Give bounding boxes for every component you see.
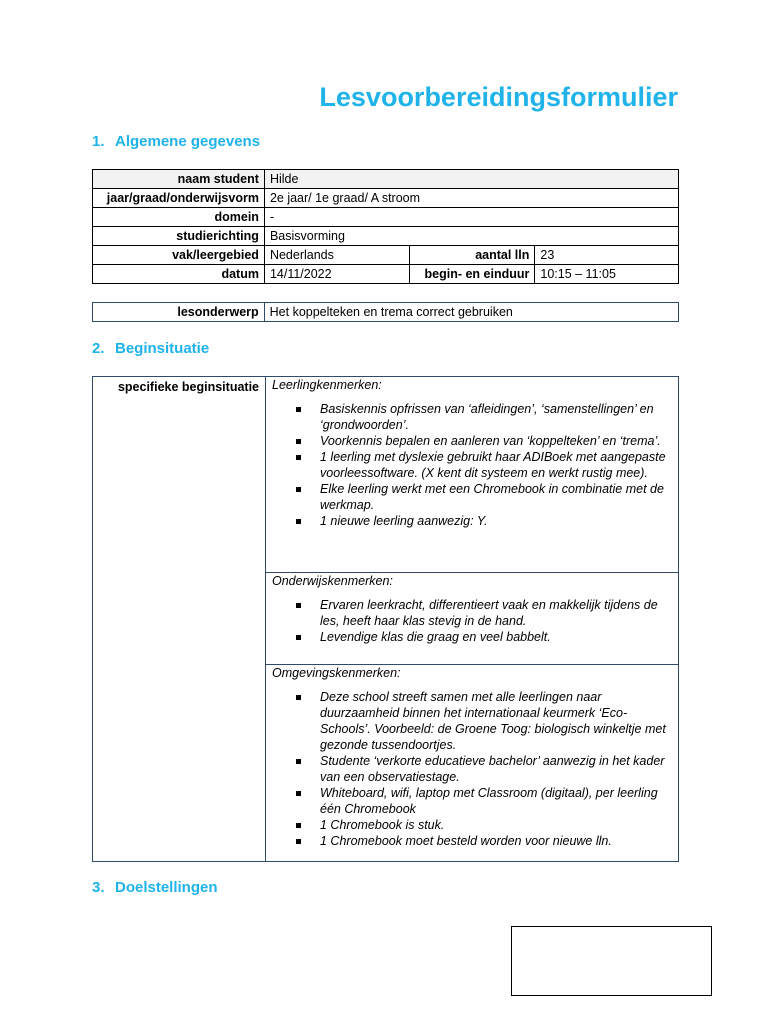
list-item: Ervaren leerkracht, differentieert vaak en makkelijk tijdens de les, heeft haar klas stevig in de hand. — [296, 597, 672, 629]
empty-text-box — [511, 926, 712, 996]
table-row — [93, 170, 679, 189]
list-item: Levendige klas die graag en veel babbelt. — [296, 629, 672, 645]
label-aantal: aantal lln — [410, 246, 535, 265]
list-item: Elke leerling werkt met een Chromebook in combinatie met de werkmap. — [296, 481, 672, 513]
value-studierichting: Basisvorming — [264, 227, 678, 246]
section-label: Algemene gegevens — [115, 133, 261, 150]
label-studierichting: studierichting — [93, 227, 265, 246]
page-title: Lesvoorbereidingsformulier — [319, 82, 678, 112]
section-number: 1. — [92, 133, 105, 150]
list-item: Studente ‘verkorte educatieve bachelor’ aanwezig in het kader van een observatiestage. — [296, 753, 672, 785]
value-uur: 10:15 – 11:05 — [535, 265, 679, 284]
omgevingskenmerken-list — [296, 689, 672, 849]
value-naam-student: Hilde — [264, 170, 678, 189]
lesonderwerp-table — [92, 302, 679, 322]
leerlingkenmerken-cell — [266, 377, 678, 572]
label-lesonderwerp: lesonderwerp — [93, 303, 265, 322]
value-domein: - — [264, 208, 678, 227]
value-jaar: 2e jaar/ 1e graad/ A stroom — [264, 189, 678, 208]
omgevingskenmerken-heading: Omgevingskenmerken: — [272, 666, 401, 680]
table-row — [93, 189, 679, 208]
onderwijskenmerken-cell — [266, 572, 678, 665]
value-datum: 14/11/2022 — [264, 265, 410, 284]
value-lesonderwerp: Het koppelteken en trema correct gebruiken — [264, 303, 678, 322]
list-item: 1 leerling met dyslexie gebruikt haar ADIBoek met aangepaste voorleessoftware. (X kent dit systeem en werkt rustig mee). — [296, 449, 672, 481]
omgevingskenmerken-cell — [266, 664, 678, 862]
table-row — [93, 227, 679, 246]
general-info-table — [92, 169, 679, 284]
list-item: Deze school streeft samen met alle leerlingen naar duurzaamheid binnen het internationaal keurmerk ‘Eco-Schools’. Voorbeeld: de Groene Toog: biologisch winkeltje met gezonde tussendoortjes. — [296, 689, 672, 753]
label-domein: domein — [93, 208, 265, 227]
table-row — [93, 208, 679, 227]
label-jaar: jaar/graad/onderwijsvorm — [93, 189, 265, 208]
section-label: Beginsituatie — [115, 340, 210, 357]
section-number: 3. — [92, 879, 105, 896]
list-item: 1 Chromebook moet besteld worden voor nieuwe lln. — [296, 833, 672, 849]
list-item: Basiskennis opfrissen van ‘afleidingen’, ‘samenstellingen’ en ‘grondwoorden’. — [296, 401, 672, 433]
leerlingkenmerken-list — [296, 401, 672, 529]
section-heading-3 — [92, 879, 218, 896]
list-item: 1 nieuwe leerling aanwezig: Y. — [296, 513, 672, 529]
label-datum: datum — [93, 265, 265, 284]
label-specifieke-beginsituatie: specifieke beginsituatie — [117, 380, 259, 394]
table-row — [93, 246, 679, 265]
onderwijskenmerken-list — [296, 597, 672, 645]
label-naam-student: naam student — [93, 170, 265, 189]
value-aantal: 23 — [535, 246, 679, 265]
section-number: 2. — [92, 340, 105, 357]
beginsituatie-label-cell — [93, 377, 266, 861]
label-vak: vak/leergebied — [93, 246, 265, 265]
list-item: 1 Chromebook is stuk. — [296, 817, 672, 833]
onderwijskenmerken-heading: Onderwijskenmerken: — [272, 574, 393, 588]
section-label: Doelstellingen — [115, 879, 218, 896]
value-vak: Nederlands — [264, 246, 410, 265]
beginsituatie-table — [92, 376, 679, 862]
list-item: Voorkennis bepalen en aanleren van ‘koppelteken’ en ‘trema’. — [296, 433, 672, 449]
label-uur: begin- en einduur — [410, 265, 535, 284]
table-row — [93, 265, 679, 284]
section-heading-1 — [92, 133, 260, 150]
leerlingkenmerken-heading: Leerlingkenmerken: — [272, 378, 382, 392]
table-row — [93, 303, 679, 322]
list-item: Whiteboard, wifi, laptop met Classroom (digitaal), per leerling één Chromebook — [296, 785, 672, 817]
section-heading-2 — [92, 340, 209, 357]
